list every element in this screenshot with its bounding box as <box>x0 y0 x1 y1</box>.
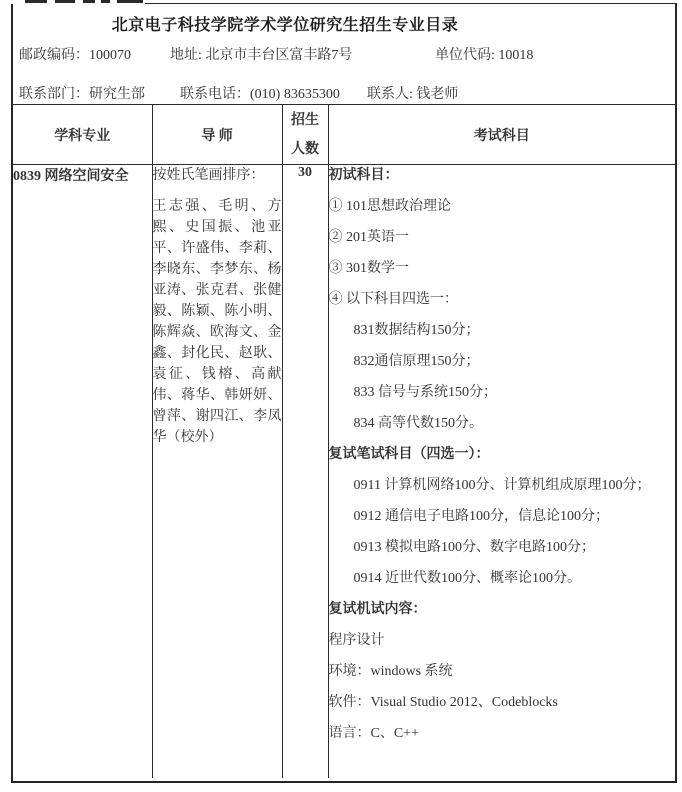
exam-section-machine-test-title: 复试机试内容： <box>328 602 427 617</box>
exam-subject-line: ② 201英语一 <box>328 230 409 245</box>
col-header-enrollment-line1: 招生 <box>291 112 319 128</box>
exam-subject-line: 软件：Visual Studio 2012、Codeblocks <box>328 695 558 710</box>
page-top-cutoff-dash <box>83 0 95 3</box>
col-header-major: 学科专业 <box>13 105 152 165</box>
exam-subject-line: 834 高等代数150分。 <box>353 416 483 431</box>
page-top-cutoff-dash <box>117 0 143 3</box>
col-header-advisor: 导 师 <box>152 105 282 165</box>
exam-subject-line: 0913 模拟电路100分、数字电路100分； <box>353 540 595 555</box>
col-header-enrollment <box>282 105 328 165</box>
exam-subject-line: ④ 以下科目四选一： <box>328 292 458 307</box>
exam-subject-line: 程序设计 <box>328 633 385 648</box>
exam-subject-line: ① 101思想政治理论 <box>328 199 451 214</box>
exam-subject-line: 833 信号与系统150分； <box>353 385 497 400</box>
contact-department: 联系部门：研究生部 <box>19 87 145 102</box>
page-top-cutoff-dash <box>25 0 47 3</box>
exam-subject-line: 0911 计算机网络100分、计算机组成原理100分； <box>353 478 651 493</box>
exam-subject-line: 0912 通信电子电路100分，信息论100分； <box>353 509 609 524</box>
cell-exam-subjects <box>328 165 675 778</box>
document-header <box>13 4 675 104</box>
exam-subject-line: 环境：windows 系统 <box>328 664 453 679</box>
cell-advisors <box>152 165 282 778</box>
exam-subject-line: 831数据结构150分； <box>353 323 480 338</box>
page-title: 北京电子科技学院学术学位研究生招生专业目录 <box>111 17 459 34</box>
contact-person: 联系人: 钱老师 <box>367 87 459 102</box>
page-top-cutoff-dash <box>101 0 110 3</box>
unit-code: 单位代码: 10018 <box>435 48 534 63</box>
exam-subject-line: 语言：C、C++ <box>328 726 419 741</box>
table-header-row <box>13 105 675 165</box>
cell-major: 0839 网络空间安全 <box>13 165 152 778</box>
advisor-sort-note: 按姓氏笔画排序： <box>152 168 265 183</box>
exam-section-initial-title: 初试科目： <box>328 168 399 183</box>
document-table <box>11 4 677 783</box>
col-header-exam-subjects: 考试科目 <box>328 105 675 165</box>
page-top-cutoff-dash <box>55 0 75 3</box>
cell-enrollment-count: 30 <box>282 165 328 778</box>
exam-subject-line: ③ 301数学一 <box>328 261 409 276</box>
exam-subject-line: 832通信原理150分； <box>353 354 480 369</box>
postal-code: 邮政编码：100070 <box>19 48 131 63</box>
address: 地址: 北京市丰台区富丰路7号 <box>170 48 353 63</box>
exam-section-retest-written-title: 复试笔试科目（四选一）： <box>328 447 490 462</box>
advisor-names: 王志强、毛明、方熙、史国振、池亚平、许盛伟、李莉、李晓东、李梦东、杨亚涛、张克君、张健毅、陈颖、陈小明、陈辉焱、欧海文、金鑫、封化民、赵耿、袁征、钱榕、高献伟、蒋华、韩妍妍、曾萍、谢四江、李凤华（校外） <box>152 199 282 445</box>
program-table <box>13 104 675 778</box>
contact-phone: 联系电话：(010) 83635300 <box>180 87 340 102</box>
col-header-enrollment-line2: 人数 <box>291 141 319 157</box>
exam-subject-line: 0914 近世代数100分、概率论100分。 <box>353 571 581 586</box>
table-row <box>13 165 675 778</box>
